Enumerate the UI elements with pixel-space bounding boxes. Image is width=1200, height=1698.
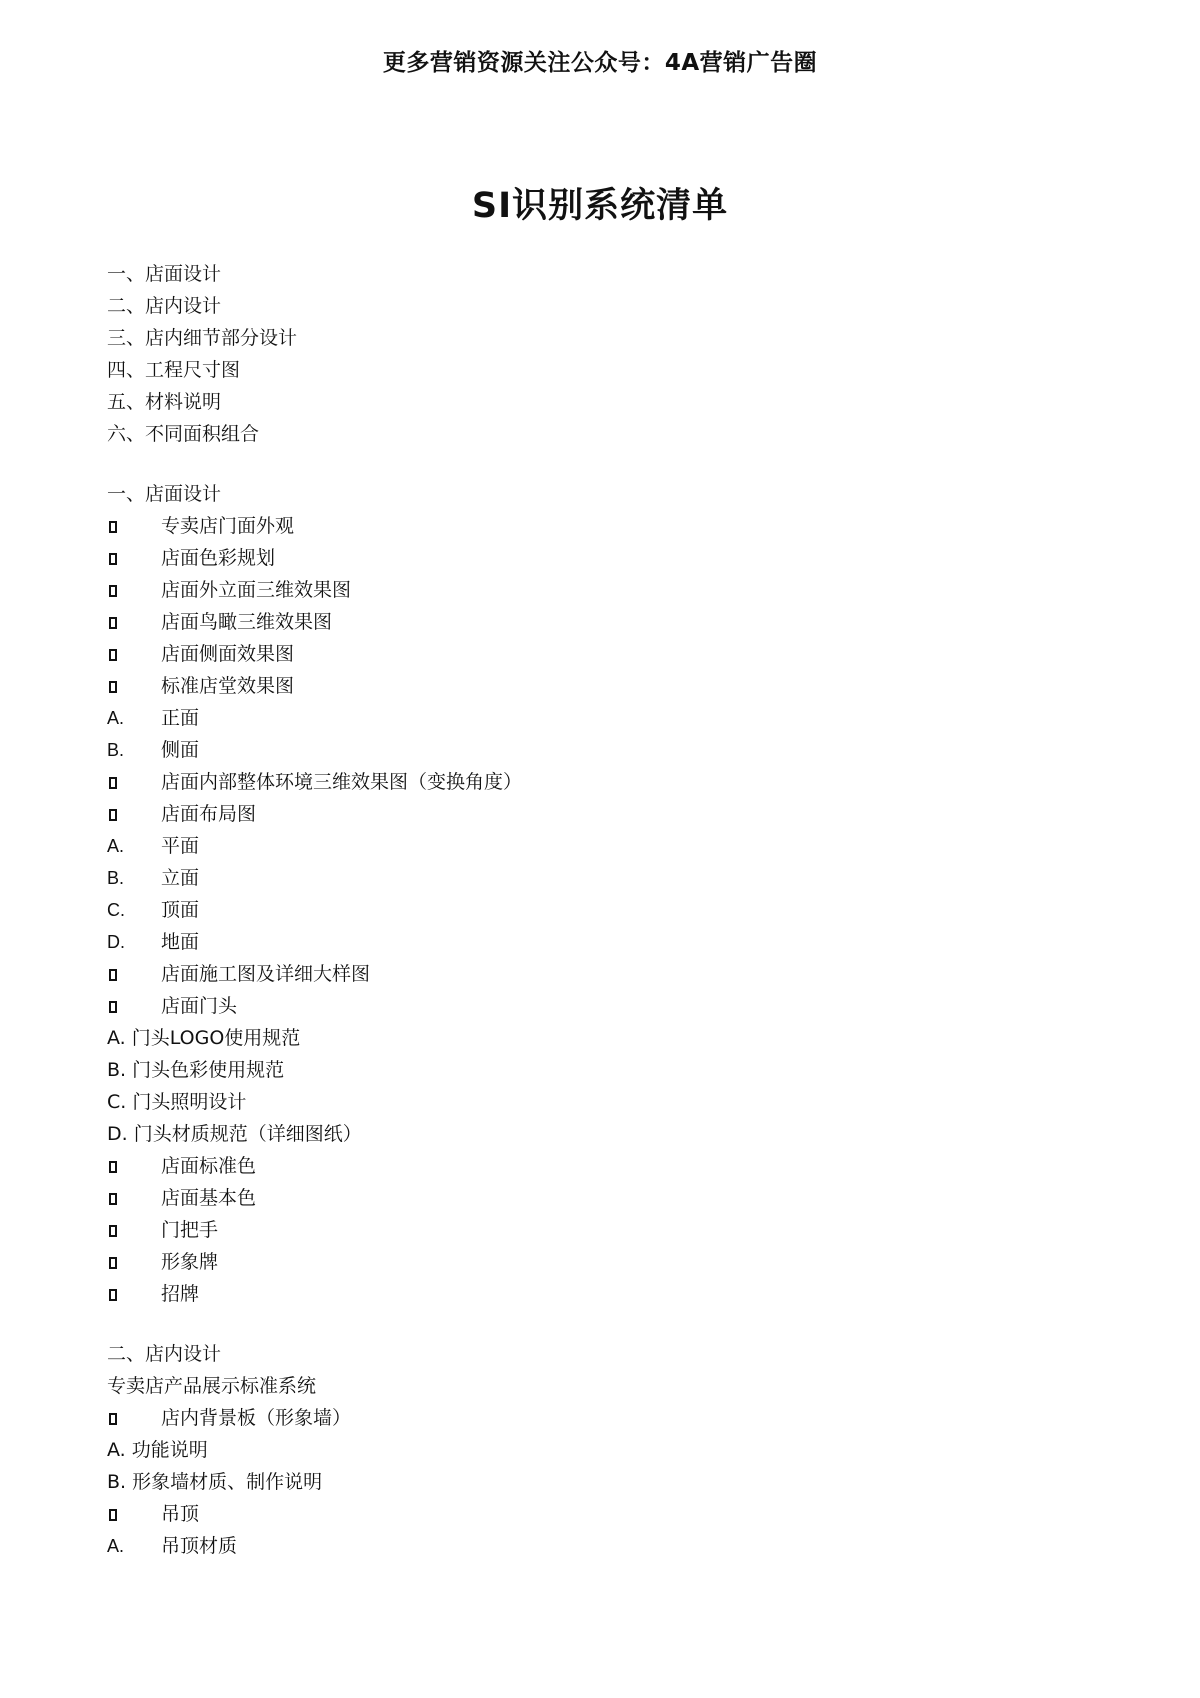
list-letter-marker: A. xyxy=(107,1536,125,1556)
list-item-text: 侧面 xyxy=(161,739,200,761)
square-bullet-icon xyxy=(109,553,117,565)
list-item xyxy=(107,1150,1107,1182)
list-item xyxy=(107,638,1107,670)
storefront-items-2 xyxy=(107,1150,1107,1310)
list-item xyxy=(107,990,1107,1022)
toc-item: 二、店内设计 xyxy=(107,295,222,317)
list-item: D. 门头材质规范（详细图纸） xyxy=(107,1123,362,1145)
square-bullet-icon xyxy=(109,1161,117,1173)
toc-list xyxy=(107,258,1107,450)
list-item-text: 门把手 xyxy=(161,1219,219,1241)
toc-item: 五、材料说明 xyxy=(107,391,222,413)
list-item xyxy=(107,1182,1107,1214)
list-item-text: 店面侧面效果图 xyxy=(161,643,295,665)
list-item xyxy=(107,1402,1107,1434)
storefront-items xyxy=(107,510,1107,1022)
list-item xyxy=(107,1278,1107,1310)
list-item xyxy=(107,542,1107,574)
list-letter-marker: A. xyxy=(107,836,125,856)
list-item-text: 形象牌 xyxy=(161,1251,219,1273)
list-item-text: 店面外立面三维效果图 xyxy=(161,579,352,601)
checkbox-bullet-icon xyxy=(107,638,161,670)
list-item-text: 店面鸟瞰三维效果图 xyxy=(161,611,333,633)
checkbox-bullet-icon xyxy=(107,798,161,830)
list-letter-marker: C. xyxy=(107,900,125,920)
checkbox-bullet-icon xyxy=(107,542,161,574)
list-item xyxy=(107,702,1107,734)
square-bullet-icon xyxy=(109,777,117,789)
list-item-text: 店面内部整体环境三维效果图（变换角度） xyxy=(161,771,523,793)
checkbox-bullet-icon xyxy=(107,990,161,1022)
checkbox-bullet-icon xyxy=(107,574,161,606)
list-item-text: 店面色彩规划 xyxy=(161,547,276,569)
square-bullet-icon xyxy=(109,1509,117,1521)
checkbox-bullet-icon xyxy=(107,1214,161,1246)
square-bullet-icon xyxy=(109,1225,117,1237)
section-heading: 二、店内设计 xyxy=(107,1343,222,1365)
list-item xyxy=(107,510,1107,542)
toc-item: 三、店内细节部分设计 xyxy=(107,327,298,349)
list-item-text: 立面 xyxy=(161,867,200,889)
list-item xyxy=(107,1530,1107,1562)
list-item-text: 店面标准色 xyxy=(161,1155,257,1177)
square-bullet-icon xyxy=(109,521,117,533)
square-bullet-icon xyxy=(109,1001,117,1013)
list-item xyxy=(107,798,1107,830)
list-item-text: 招牌 xyxy=(161,1283,200,1305)
list-item-text: 吊顶材质 xyxy=(161,1535,238,1557)
list-item: B. 形象墙材质、制作说明 xyxy=(107,1471,323,1493)
checkbox-bullet-icon xyxy=(107,1498,161,1530)
list-item-text: 店面布局图 xyxy=(161,803,257,825)
list-letter-marker: B. xyxy=(107,740,125,760)
list-letter-marker: B. xyxy=(107,868,125,888)
section-interior xyxy=(107,1338,1107,1562)
section-gap xyxy=(107,450,1107,478)
list-item xyxy=(107,1214,1107,1246)
section-heading: 一、店面设计 xyxy=(107,483,222,505)
section-subheading: 专卖店产品展示标准系统 xyxy=(107,1375,317,1397)
list-item xyxy=(107,958,1107,990)
list-item-text: 店面基本色 xyxy=(161,1187,257,1209)
list-item: A. 功能说明 xyxy=(107,1439,208,1461)
checkbox-bullet-icon xyxy=(107,1278,161,1310)
interior-backboard-item xyxy=(107,1402,1107,1434)
list-item-text: 店内背景板（形象墙） xyxy=(161,1407,352,1429)
document-title: SI识别系统清单 xyxy=(471,186,729,226)
square-bullet-icon xyxy=(109,1193,117,1205)
list-item-text: 店面施工图及详细大样图 xyxy=(161,963,371,985)
checkbox-bullet-icon xyxy=(107,958,161,990)
list-item xyxy=(107,574,1107,606)
list-item: C. 门头照明设计 xyxy=(107,1091,247,1113)
section-storefront xyxy=(107,478,1107,1310)
list-item xyxy=(107,894,1107,926)
section-gap xyxy=(107,1310,1107,1338)
list-item: A. 门头LOGO使用规范 xyxy=(107,1027,301,1049)
toc-item: 四、工程尺寸图 xyxy=(107,359,241,381)
square-bullet-icon xyxy=(109,1257,117,1269)
checkbox-bullet-icon xyxy=(107,1150,161,1182)
list-item xyxy=(107,926,1107,958)
square-bullet-icon xyxy=(109,1413,117,1425)
checkbox-bullet-icon xyxy=(107,1402,161,1434)
list-item xyxy=(107,734,1107,766)
list-item-text: 平面 xyxy=(161,835,200,857)
header-note: 更多营销资源关注公众号：4A营销广告圈 xyxy=(382,50,818,76)
list-item-text: 店面门头 xyxy=(161,995,238,1017)
list-item-text: 标准店堂效果图 xyxy=(161,675,295,697)
list-item: B. 门头色彩使用规范 xyxy=(107,1059,285,1081)
checkbox-bullet-icon xyxy=(107,766,161,798)
checkbox-bullet-icon xyxy=(107,1246,161,1278)
checkbox-bullet-icon xyxy=(107,670,161,702)
checkbox-bullet-icon xyxy=(107,1182,161,1214)
interior-items xyxy=(107,1498,1107,1562)
list-letter-marker: D. xyxy=(107,932,125,952)
square-bullet-icon xyxy=(109,617,117,629)
list-item-text: 地面 xyxy=(161,931,200,953)
list-item xyxy=(107,766,1107,798)
list-letter-marker: A. xyxy=(107,708,125,728)
list-item xyxy=(107,1498,1107,1530)
square-bullet-icon xyxy=(109,681,117,693)
list-item-text: 顶面 xyxy=(161,899,200,921)
list-item-text: 专卖店门面外观 xyxy=(161,515,295,537)
list-item xyxy=(107,862,1107,894)
toc-item: 一、店面设计 xyxy=(107,263,222,285)
checkbox-bullet-icon xyxy=(107,510,161,542)
document-content xyxy=(107,258,1107,1562)
list-item-text: 正面 xyxy=(161,707,200,729)
toc-item: 六、不同面积组合 xyxy=(107,423,260,445)
square-bullet-icon xyxy=(109,585,117,597)
list-item xyxy=(107,670,1107,702)
checkbox-bullet-icon xyxy=(107,606,161,638)
square-bullet-icon xyxy=(109,969,117,981)
list-item xyxy=(107,830,1107,862)
list-item-text: 吊顶 xyxy=(161,1503,200,1525)
square-bullet-icon xyxy=(109,1289,117,1301)
square-bullet-icon xyxy=(109,649,117,661)
list-item xyxy=(107,606,1107,638)
list-item xyxy=(107,1246,1107,1278)
square-bullet-icon xyxy=(109,809,117,821)
